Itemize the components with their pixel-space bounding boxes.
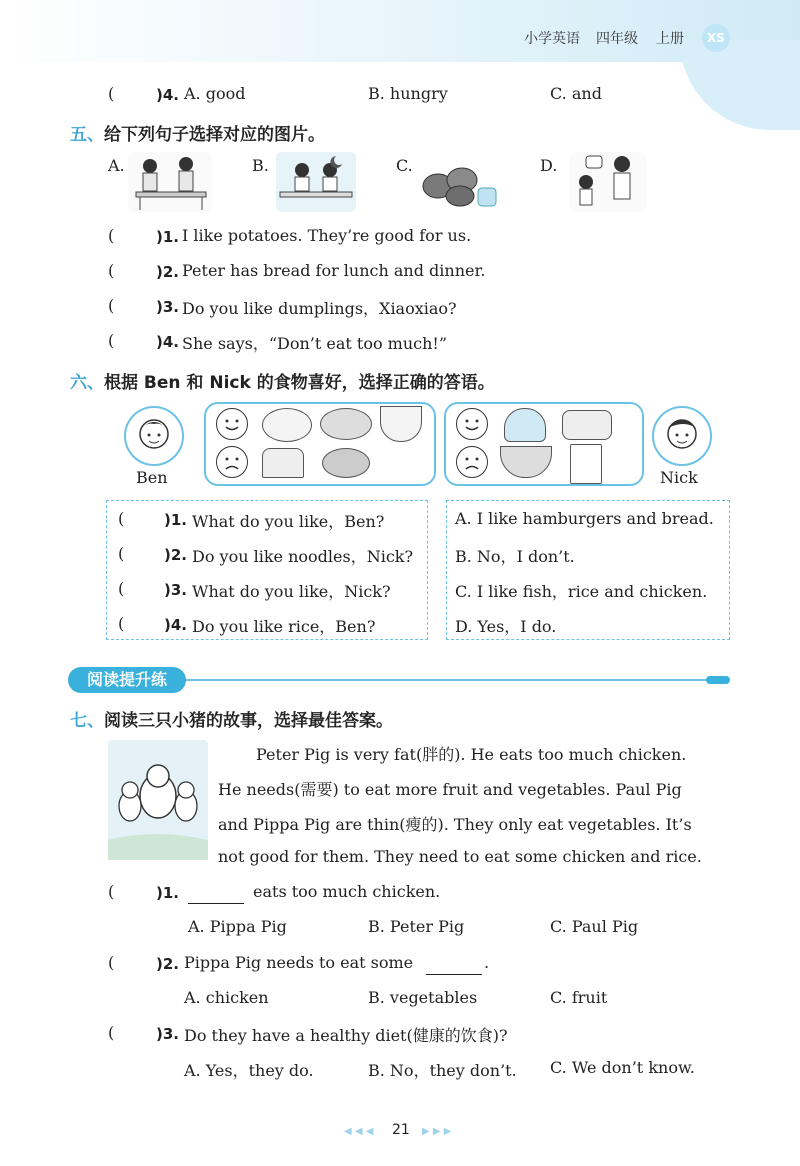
question-number: )4.: [156, 333, 179, 351]
question-number: )3.: [156, 298, 179, 316]
section-7-title: [70, 706, 393, 731]
question-text: Do you like dumplings，Xiaoxiao?: [182, 299, 457, 318]
option-b: B. Peter Pig: [368, 917, 465, 936]
hamburger-icon: [504, 408, 546, 442]
page-arrows-right: ▶ ▶ ▶: [422, 1126, 452, 1137]
section-index: 七、: [70, 711, 104, 731]
picture-a: [128, 152, 212, 212]
question-number: )2.: [156, 263, 179, 281]
mother-child-icon: [570, 152, 646, 212]
option-a: A. Pippa Pig: [188, 917, 287, 936]
picture-d: [570, 152, 646, 212]
section-index: 五、: [70, 125, 104, 145]
section-6-title: [70, 368, 495, 393]
three-pigs-picture: [108, 740, 208, 860]
answer-blank[interactable]: (: [108, 296, 115, 315]
bread-loaf-icon: [562, 410, 612, 440]
answer-option-b: B. No，I don’t.: [455, 547, 575, 566]
option-b: B. hungry: [368, 84, 448, 103]
question-text: I like potatoes. They’re good for us.: [182, 226, 472, 245]
fish-icon: [320, 408, 372, 440]
vegetables-icon: [322, 448, 370, 478]
section-title-text: 阅读三只小猪的故事，选择最佳答案。: [104, 711, 393, 731]
question-number: )1.: [156, 884, 179, 902]
question-number: )3.: [164, 581, 187, 599]
bread-icon: [262, 448, 304, 478]
picture-c: [420, 160, 500, 210]
xs-badge: XS: [702, 24, 730, 52]
question-text: Do you like rice，Ben?: [192, 617, 376, 636]
section-title-text: 根据 Ben 和 Nick 的食物喜好，选择正确的答语。: [104, 373, 495, 393]
option-c: C. Paul Pig: [550, 917, 639, 936]
option-b: B. vegetables: [368, 988, 478, 1007]
header-decoration: [680, 40, 800, 130]
chicken-icon: [262, 408, 312, 442]
passage-line-4: not good for them. They need to eat some chicken and rice.: [218, 847, 702, 866]
section-index: 六、: [70, 373, 104, 393]
option-a: A. good: [184, 84, 246, 103]
header-subject: 小学英语: [524, 31, 580, 47]
picture-label-c: C.: [396, 156, 413, 175]
boy-face-icon: [126, 408, 182, 464]
answer-blank[interactable]: (: [118, 614, 125, 633]
answer-blank[interactable]: (: [118, 509, 125, 528]
option-c: C. and: [550, 84, 602, 103]
question-text: Do they have a healthy diet(健康的饮食)?: [184, 1026, 508, 1045]
reading-banner: 阅读提升练: [68, 667, 186, 693]
answer-option-c: C. I like fish，rice and chicken.: [455, 582, 708, 601]
answer-blank[interactable]: (: [118, 544, 125, 563]
question-number: )2.: [164, 546, 187, 564]
question-end: .: [484, 953, 490, 972]
question-text: Do you like noodles，Nick?: [192, 547, 414, 566]
pigs-icon: [108, 740, 208, 860]
option-b: B. No，they don’t.: [368, 1061, 517, 1080]
question-text: What do you like，Nick?: [192, 582, 391, 601]
question-text: eats too much chicken.: [253, 882, 441, 901]
pencil-icon: [706, 676, 730, 684]
smile-face-icon: [456, 408, 488, 440]
answer-blank[interactable]: (: [108, 331, 115, 350]
answer-blank[interactable]: (: [108, 882, 115, 901]
fill-blank[interactable]: [188, 885, 244, 904]
answer-blank[interactable]: (: [108, 1023, 115, 1042]
answer-option-d: D. Yes，I do.: [455, 617, 557, 636]
picture-label-a: A.: [108, 156, 125, 175]
page-number: 21: [392, 1122, 410, 1138]
answer-blank[interactable]: (: [108, 226, 115, 245]
section-title-text: 给下列句子选择对应的图片。: [104, 125, 325, 145]
question-number: )4.: [156, 86, 179, 104]
option-a: A. chicken: [184, 988, 269, 1007]
sad-face-icon: [456, 446, 488, 478]
page-arrows-left: ◀ ◀ ◀: [344, 1126, 374, 1137]
ben-name: Ben: [136, 468, 168, 487]
answer-option-a: A. I like hamburgers and bread.: [455, 509, 714, 528]
picture-label-b: B.: [252, 156, 269, 175]
banner-rule: [186, 679, 720, 681]
question-text: Pippa Pig needs to eat some: [184, 953, 414, 972]
nick-name: Nick: [660, 468, 698, 487]
smile-face-icon: [216, 408, 248, 440]
option-c: C. fruit: [550, 988, 608, 1007]
passage-line-2: He needs(需要) to eat more fruit and vegetables. Paul Pig: [218, 780, 682, 799]
nick-avatar: [652, 406, 712, 466]
question-text: What do you like，Ben?: [192, 512, 385, 531]
answer-blank[interactable]: (: [108, 84, 115, 103]
header-volume: 上册: [656, 31, 684, 47]
family-dinner-icon: [128, 152, 212, 212]
question-number: )1.: [164, 511, 187, 529]
fill-blank[interactable]: [426, 956, 482, 975]
question-number: )2.: [156, 955, 179, 973]
boy-face-icon: [654, 408, 710, 464]
question-text: Peter has bread for lunch and dinner.: [182, 261, 486, 280]
question-number: )3.: [156, 1025, 179, 1043]
answer-blank[interactable]: (: [108, 261, 115, 280]
milk-icon: [570, 444, 602, 484]
question-number: )1.: [156, 228, 179, 246]
passage-line-1: Peter Pig is very fat(胖的). He eats too much chicken.: [256, 745, 687, 764]
header-grade: 四年级: [596, 31, 638, 47]
sad-face-icon: [216, 446, 248, 478]
option-a: A. Yes，they do.: [184, 1061, 314, 1080]
picture-label-d: D.: [540, 156, 558, 175]
question-text: She says，“Don’t eat too much!”: [182, 334, 448, 353]
answer-blank[interactable]: (: [108, 953, 115, 972]
option-c: C. We don’t know.: [550, 1058, 695, 1077]
answer-blank[interactable]: (: [118, 579, 125, 598]
passage-line-3: and Pippa Pig are thin(瘦的). They only eat vegetables. It’s: [218, 815, 692, 834]
kids-eating-icon: [276, 152, 356, 212]
potatoes-icon: [420, 160, 500, 210]
section-5-title: [70, 120, 325, 145]
picture-b: [276, 152, 356, 212]
question-number: )4.: [164, 616, 187, 634]
ben-avatar: [124, 406, 184, 466]
